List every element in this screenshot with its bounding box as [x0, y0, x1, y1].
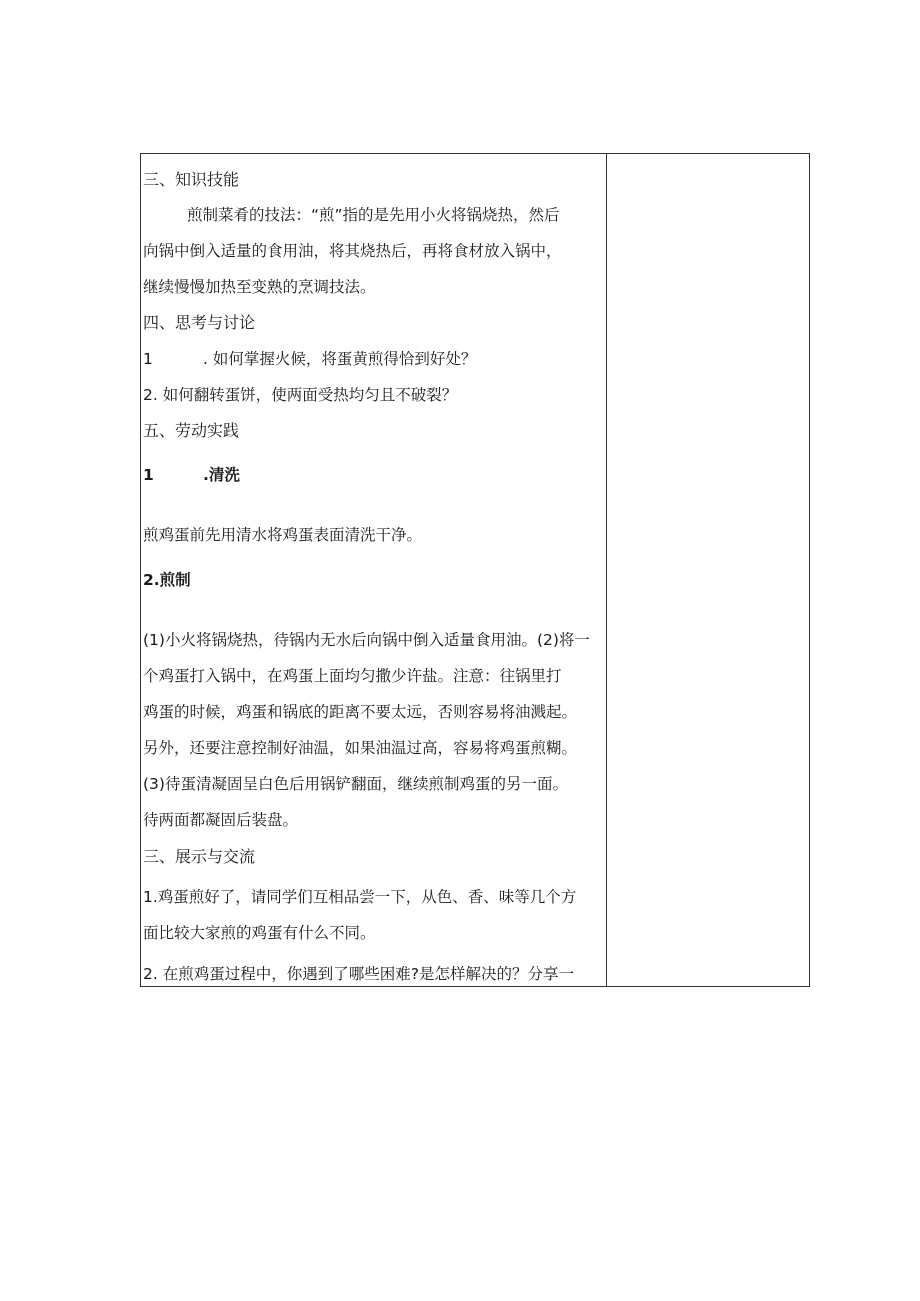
- discussion-question-2: 2. 如何翻转蛋饼，使两面受热均匀且不破裂？: [143, 386, 458, 404]
- section-heading-knowledge: 三、知识技能: [143, 170, 240, 189]
- section-heading-discussion: 四、思考与讨论: [143, 313, 256, 332]
- column-divider: [606, 154, 607, 986]
- practice-step-1-title: [143, 465, 240, 485]
- knowledge-paragraph-line: 煎制菜肴的技法：“煎”指的是先用小火将锅烧热，然后: [187, 206, 560, 224]
- practice-step-2-line: 另外，还要注意控制好油温，如果油温过高，容易将鸡蛋煎糊。: [143, 739, 578, 757]
- section-heading-practice: 五、劳动实践: [143, 421, 240, 440]
- practice-step-1-text: 煎鸡蛋前先用清水将鸡蛋表面清洗干净。: [143, 526, 423, 544]
- practice-step-2-line: 待两面都凝固后装盘。: [143, 811, 299, 829]
- lesson-content-cell: [141, 154, 606, 986]
- practice-step-2-title: 2.煎制: [143, 571, 191, 589]
- practice-step-2-line: 个鸡蛋打入锅中，在鸡蛋上面均匀撒少许盐。注意：往锅里打: [143, 667, 562, 685]
- section-heading-showcase: 三、展示与交流: [143, 847, 256, 866]
- question-text: . 如何掌握火候，将蛋黄煎得恰到好处？: [203, 350, 477, 368]
- showcase-item-line: 2. 在煎鸡蛋过程中，你遇到了哪些困难?是怎样解决的？分享一: [143, 965, 574, 983]
- practice-step-2-line: (1)小火将锅烧热，待锅内无水后向锅中倒入适量食用油。(2)将一: [143, 631, 590, 649]
- practice-step-2-line: 鸡蛋的时候，鸡蛋和锅底的距离不要太远，否则容易将油溅起。: [143, 703, 578, 721]
- discussion-question-1: [143, 349, 476, 369]
- practice-step-2-line: (3)待蛋清凝固呈白色后用锅铲翻面，继续煎制鸡蛋的另一面。: [143, 775, 568, 793]
- step-title: .清洗: [203, 466, 240, 484]
- showcase-item-line: 面比较大家煎的鸡蛋有什么不同。: [143, 924, 376, 942]
- knowledge-paragraph-line: 向锅中倒入适量的食用油，将其烧热后，再将食材放入锅中，: [143, 242, 562, 260]
- lesson-table: [140, 153, 810, 987]
- knowledge-paragraph-line: 继续慢慢加热至变熟的烹调技法。: [143, 278, 376, 296]
- showcase-item-line: 1.鸡蛋煎好了，请同学们互相品尝一下，从色、香、味等几个方: [143, 888, 577, 906]
- question-number: 1: [143, 350, 153, 368]
- step-number: 1: [143, 466, 154, 484]
